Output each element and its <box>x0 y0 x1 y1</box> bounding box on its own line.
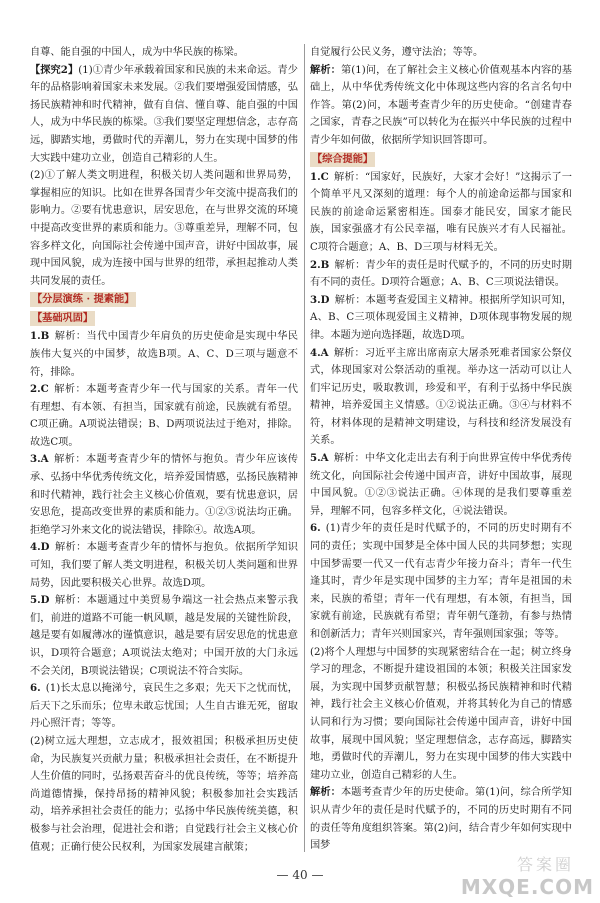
page-number-text: 40 <box>292 868 308 882</box>
explore-label: 【探究2】 <box>30 63 79 76</box>
paragraph-text: 解析：青少年的责任是时代赋予的，不同的历史时期有不同的责任。D项符合题意；A、B、C三项说法错误。 <box>310 259 572 289</box>
text-paragraph <box>310 257 572 292</box>
paragraph-text: 解析：当代中国青少年肩负的历史使命是实现中华民族伟大复兴的中国梦，故选B项。A、C、D三项与题意不符，排除。 <box>30 331 298 378</box>
paragraph-text: (2)树立远大理想，立志成才，报效祖国；积极承担历史使命，为民族复兴贡献力量；积极承担社会责任，在不断提升人生价值的同时，弘扬艰苦奋斗的优良传统，等等；培养高尚道德情操，保持昂扬的精神风貌；积极参加社会实践活动，培养承担社会责任的能力；弘扬中华民族传统美德，积极参与社会治理，促进社会和谐；自觉践行社会主义核心价值观；正确行使公民权利，为国家发展建言献策； <box>30 735 298 853</box>
answer-number: 4.A <box>310 346 329 359</box>
paragraph-text: 解析：本题考查青少年的情怀与抱负。青少年应该传承、弘扬中华优秀传统文化，培养爱国情感，弘扬民族精神和时代精神，践行社会主义核心价值观，要有忧患意识，居安思危，提高改变世界的素质和能力。①②③说法均正确。拒绝学习外来文化的说法错误，排除④。故选A项。 <box>30 454 298 536</box>
paragraph-text: 解析：本题考查爱国主义精神。根据所学知识可知，A、B、C三项体现爱国主义精神，D项体现事物发展的规律。本题为逆向选择题，故选D项。 <box>310 294 572 341</box>
column-divider <box>304 44 305 852</box>
text-paragraph <box>310 169 572 257</box>
section-heading: 【基础巩固】 <box>32 312 94 325</box>
answer-number: 2.B <box>310 258 330 271</box>
section-heading: 【综合提能】 <box>312 152 374 165</box>
left-column <box>30 44 298 856</box>
text-paragraph <box>310 292 572 345</box>
text-paragraph <box>30 680 298 733</box>
paragraph-text: 第(1)问，在了解社会主义核心价值观基本内容的基础上，从中华优秀传统文化中体现这些内容的名言名句中作答。第(2)问，本题考查青少年的历史使命。“创建青春之国家，青春之民族”可以转化为在振兴中华民族的过程中青少年如何做，依据所学知识回答即可。 <box>310 64 572 146</box>
text-paragraph <box>310 520 572 643</box>
analysis-label: 解析： <box>310 63 341 76</box>
page-number: — 40 — <box>276 868 324 882</box>
answer-number: 1.C <box>310 170 329 183</box>
analysis-label: 解析： <box>310 786 341 799</box>
text-paragraph <box>30 733 298 856</box>
text-paragraph <box>30 62 298 168</box>
text-paragraph <box>310 62 572 150</box>
text-paragraph <box>30 44 298 62</box>
answer-number: 5.D <box>30 594 50 607</box>
paragraph-text: 本题考查青少年的历史使命。第(1)问，综合所学知识从青少年的责任是时代赋予的，不同的历史时期有不同的责任等角度组织答案。第(2)问，结合青少年如何实现中国梦 <box>310 787 572 852</box>
watermark-cn: 答案圈 <box>516 855 574 874</box>
paragraph-text: (2)①了解人类文明进程，积极关切人类问题和世界局势，掌握相应的知识。比如在世界各国青少年交流中提高我们的影响力。②要有忧患意识，居安思危，在与世界交流的环境中提高改变世界的素质和能力。③尊重差异，理解不同，包容多样文化，向国际社会传递中国声音，讲好中国故事，展现中国风貌，成为连接中国与世界的纽带，承担起推动人类共同发展的责任。 <box>30 170 298 287</box>
paragraph-text: (1)长太息以掩涕兮，哀民生之多艰；先天下之忧而忧，后天下之乐而乐；位卑未敢忘忧国；人生自古谁无死，留取丹心照汗青；等等。 <box>30 683 298 730</box>
text-paragraph <box>310 345 572 451</box>
answer-number: 4.D <box>30 541 50 554</box>
paragraph-text: (1)青少年的责任是时代赋予的，不同的历史时期有不同的责任；实现中国梦是全体中国人民的共同梦想；实现中国梦需要一代又一代有志青少年接力奋斗；青年一代生逢其时，青少年是实现中国梦的主力军；青年是祖国的未来，民族的希望；青年一代有理想，有本领，有担当，国家就有前途，民族就有希望；青年朝气蓬勃，有参与热情和创新活力；青年兴则国家兴，青年强则国家强；等等。 <box>310 523 572 640</box>
text-paragraph <box>30 381 298 451</box>
answer-number: 3.A <box>30 453 49 466</box>
text-paragraph <box>30 592 298 680</box>
paragraph-text: 自尊、能自强的中国人，成为中华民族的栋梁。 <box>30 47 244 58</box>
paragraph-text: 解析：本题通过中美贸易争端这一社会热点来警示我们，前进的道路不可能一帆风顺，越是发展的关键性阶段，越是要有如履薄冰的谨慎意识，越是要有居安思危的忧患意识，D项符合题意；A项说法太绝对；中国开放的大门永远不会关闭，B项说法错误；C项说法不符合实际。 <box>30 595 298 677</box>
answer-number: 5.A <box>310 452 329 465</box>
text-paragraph <box>310 784 572 854</box>
text-paragraph <box>310 644 572 785</box>
text-paragraph <box>30 539 298 592</box>
text-paragraph <box>310 44 572 62</box>
text-paragraph <box>30 451 298 539</box>
paragraph-text: 解析：本题考查青少年一代与国家的关系。青年一代有理想、有本领、有担当，国家就有前途，民族就有希望。C项正确。A项说法错误；B、D两项说法过于绝对，排除。故选C项。 <box>30 384 298 448</box>
paragraph-text: 解析：中华文化走出去有利于向世界宣传中华优秀传统文化，向国际社会传递中国声音，讲好中国故事，展现中国风貌。①②③说法正确。④体现的是我们要尊重差异，理解不同，包容多样文化，④说法错误。 <box>310 453 572 517</box>
paragraph-text: (1)①青少年承载着国家和民族的未来命运。青少年的品格影响着国家未来发展。②我们要增强爱国情感，弘扬民族精神和时代精神，做有自信、懂自尊、能自强的中国人，成为中华民族的栋梁。③我们要坚定理想信念，志存高远，脚踏实地，勇做时代的弄潮儿，努力在实现中国梦的伟大实践中建功立业，创造自己精彩的人生。 <box>30 64 298 164</box>
answer-number: 2.C <box>30 383 49 396</box>
paragraph-text: 解析：本题考查青少年的情怀与抱负。依据所学知识可知，我们要了解人类文明进程，积极关切人类问题和世界局势，因此要积极关心世界。故选D项。 <box>30 542 298 589</box>
answer-number: 3.D <box>310 293 330 306</box>
right-column <box>310 44 572 855</box>
paragraph-text: (2)将个人理想与中国梦的实现紧密结合在一起；树立终身学习的理念，不断提升建设祖国的本领；积极关注国家发展，为实现中国梦贡献智慧；积极弘扬民族精神和时代精神，践行社会主义核心价值观，并将其转化为自己的情感认同和行为习惯；要向国际社会传递中国声音，讲好中国故事，展现中国风貌；坚定理想信念，志存高远，脚踏实地，勇做时代的弄潮儿，努力在实现中国梦的伟大实践中建功立业，创造自己精彩的人生。 <box>310 646 572 781</box>
text-paragraph <box>310 450 572 520</box>
answer-number: 6. <box>310 522 321 535</box>
paragraph-text: 解析：习近平主席出席南京大屠杀死难者国家公祭仪式，体现国家对公祭活动的重视。举办这一活动可以让人们牢记历史，吸取教训，珍爱和平，有利于弘扬中华民族精神，培养爱国主义情感。①②说法正确。③④与材料不符，材料体现的是精神文明建设，与科技和经济发展没有关系。 <box>310 347 572 447</box>
section-heading: 【分层演练 · 提素能】 <box>32 293 135 306</box>
watermark: MXQE.COM <box>460 875 594 899</box>
answer-number: 6. <box>30 682 41 695</box>
text-paragraph <box>30 328 298 381</box>
paragraph-text: 解析：“国家好，民族好，大家才会好！”这揭示了一个简单平凡又深刻的道理：每个人的前途命运都与国家和民族的前途命运紧密相连。国泰才能民安，国家才能民族，国家强盛才有公民幸福，唯有民族兴才有人民福祉。C项符合题意；A、B、D三项与材料无关。 <box>310 171 572 253</box>
text-paragraph <box>30 167 298 290</box>
answer-number: 1.B <box>30 330 50 343</box>
paragraph-text: 自觉履行公民义务，遵守法治；等等。 <box>310 47 484 58</box>
